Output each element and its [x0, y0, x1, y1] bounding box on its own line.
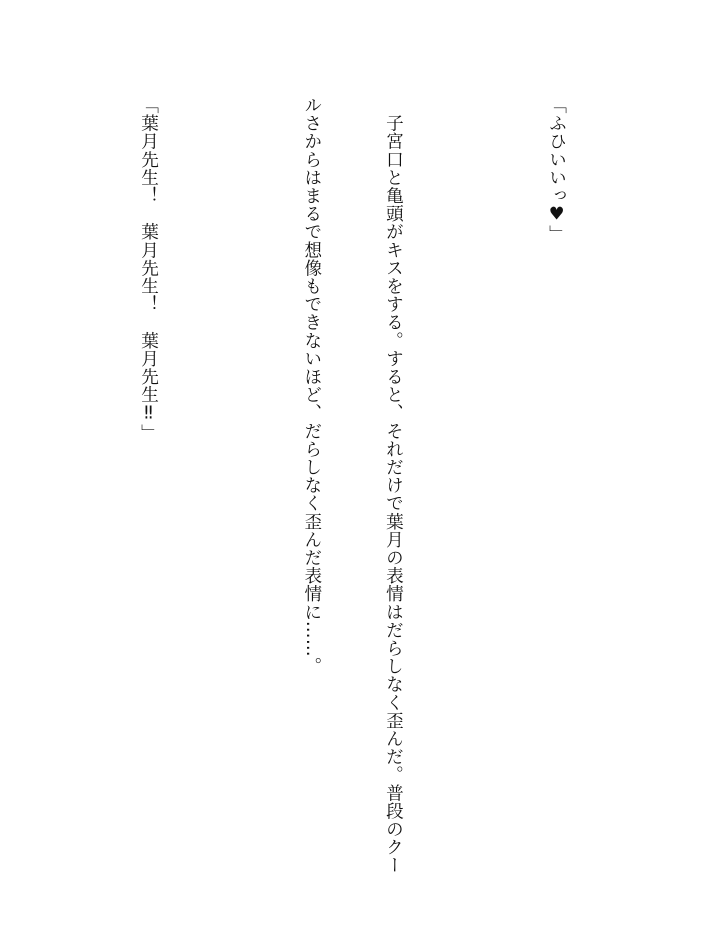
blank-line: [216, 96, 243, 856]
text-line: 「ふひいいっ♥」: [546, 96, 567, 244]
text-line: 「葉月先生！ 葉月先生！ 葉月先生‼」: [138, 96, 159, 443]
vertical-text-body: [0, 96, 624, 875]
blank-line: [53, 96, 80, 856]
text-line: 子宮口と亀頭がキスをする。すると、それだけで葉月の表情はだらしなく歪んだ。普段のクー: [383, 96, 404, 875]
text-line: ルさからはまるで想像もできないほど、だらしなく歪んだ表情に……。: [301, 96, 322, 676]
blank-line: [461, 96, 488, 856]
